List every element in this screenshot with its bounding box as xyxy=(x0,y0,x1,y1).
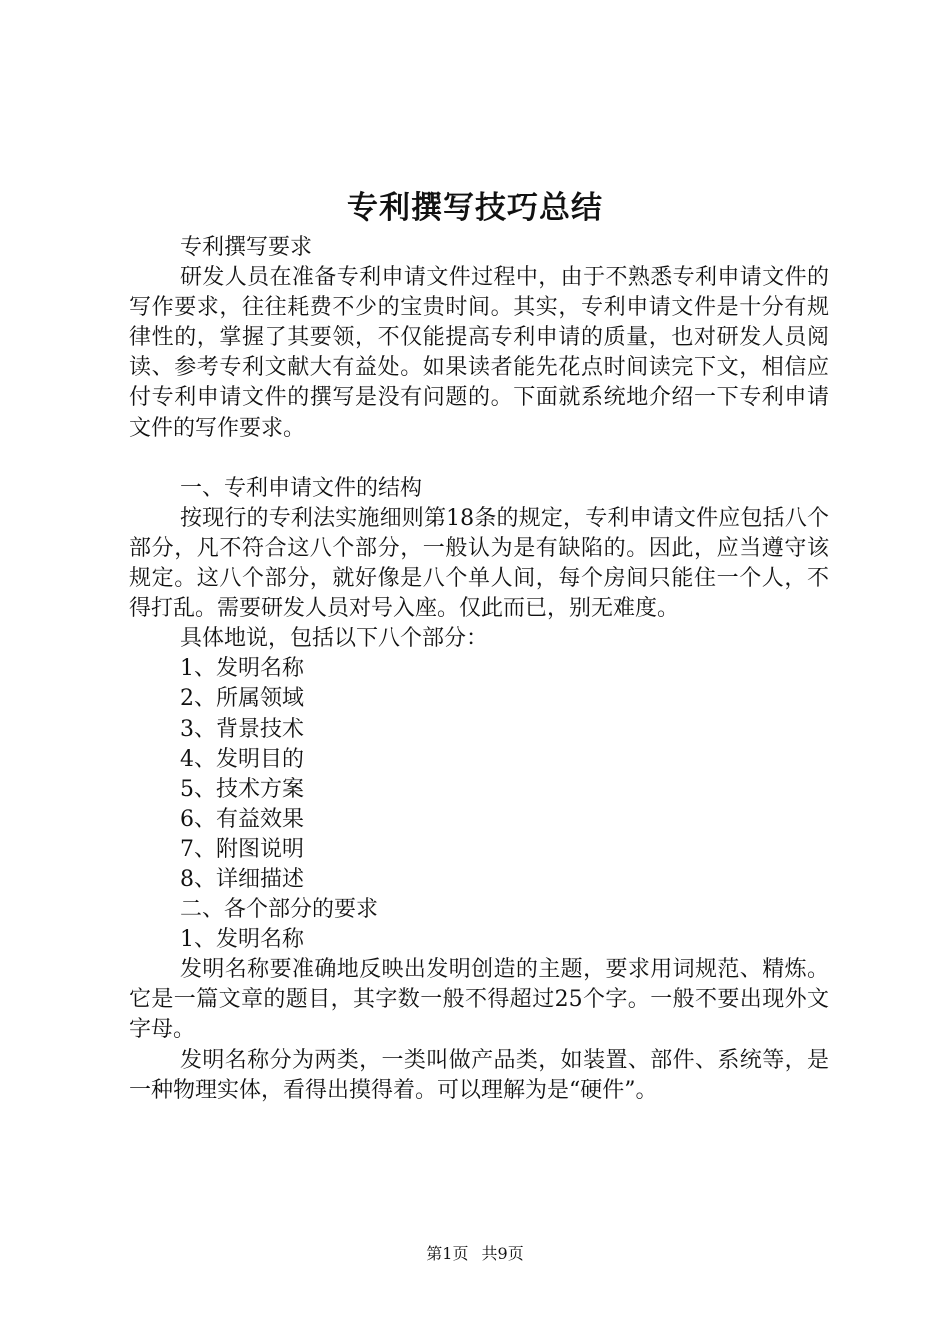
paragraph: 具体地说，包括以下八个部分： xyxy=(180,626,489,652)
page-footer xyxy=(0,1243,950,1265)
blank-line xyxy=(129,444,829,474)
paragraph: 3、背景技术 xyxy=(180,716,304,742)
paragraph: 二、各个部分的要求 xyxy=(180,897,379,923)
paragraph: 7、附图说明 xyxy=(180,836,304,862)
paragraph: 8、详细描述 xyxy=(180,866,304,892)
paragraph: 2、所属领域 xyxy=(180,686,304,712)
paragraph: 专利撰写要求 xyxy=(180,235,313,260)
paragraph: 一、专利申请文件的结构 xyxy=(180,475,423,501)
paragraph: 1、发明名称 xyxy=(180,656,304,682)
paragraph: 6、有益效果 xyxy=(180,806,304,832)
paragraph: 发明名称分为两类，一类叫做产品类，如装置、部件、系统等，是一种物理实体，看得出摸得着。可以理解为是“硬件”。 xyxy=(129,1047,829,1103)
page-total: 共9页 xyxy=(481,1244,524,1263)
paragraph: 按现行的专利法实施细则第18条的规定，专利申请文件应包括八个部分，凡不符合这八个部分，一般认为是有缺陷的。因此，应当遵守该规定。这八个部分，就好像是八个单人间，每个房间只能住一个人，不得打乱。需要研发人员对号入座。仅此而已，别无难度。 xyxy=(129,505,829,622)
document-title: 专利撰写技巧总结 xyxy=(347,190,603,226)
page-number: 第1页 xyxy=(426,1244,469,1263)
paragraph: 5、技术方案 xyxy=(180,776,304,802)
paragraph: 1、发明名称 xyxy=(180,927,304,953)
document-body xyxy=(129,233,829,1106)
paragraph: 研发人员在准备专利申请文件过程中，由于不熟悉专利申请文件的写作要求，往往耗费不少的宝贵时间。其实，专利申请文件是十分有规律性的，掌握了其要领，不仅能提高专利申请的质量，也对研发人员阅读、参考专利文献大有益处。如果读者能先花点时间读完下文，相信应付专利申请文件的撰写是没有问题的。下面就系统地介绍一下专利申请文件的写作要求。 xyxy=(129,265,829,441)
paragraph: 发明名称要准确地反映出发明创造的主题，要求用词规范、精炼。它是一篇文章的题目，其字数一般不得超过25个字。一般不要出现外文字母。 xyxy=(129,957,829,1043)
paragraph: 4、发明目的 xyxy=(180,746,304,772)
